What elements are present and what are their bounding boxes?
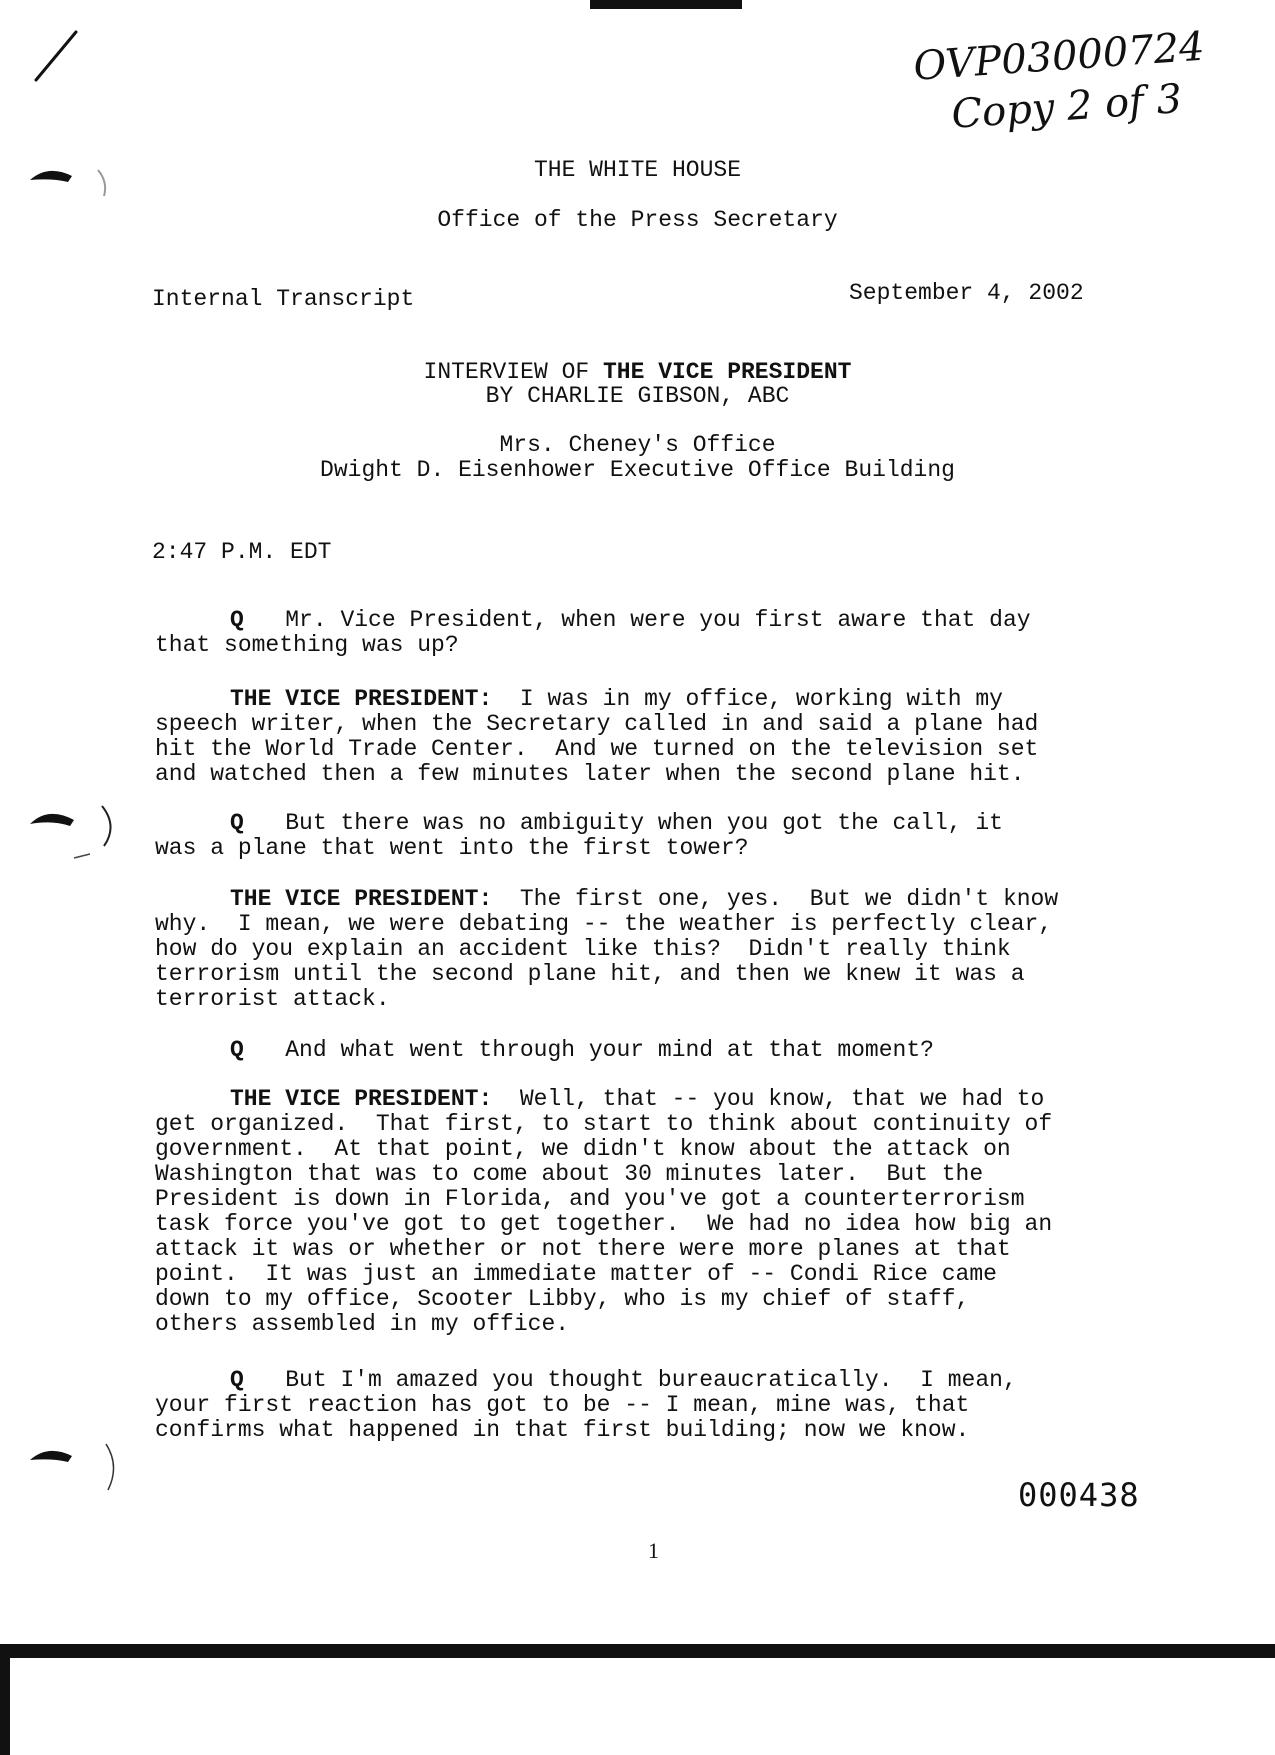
- transcript-text: I was in my office, working with my: [519, 686, 1003, 712]
- transcript-line: [155, 1418, 1017, 1443]
- interview-title-prefix: INTERVIEW OF: [423, 359, 603, 385]
- transcript-paragraph: [155, 1087, 1052, 1337]
- transcript-text: hit the World Trade Center. And we turned on the television set: [155, 736, 1039, 762]
- interview-byline: BY CHARLIE GIBSON, ABC: [485, 383, 790, 409]
- transcript-line: [155, 1087, 1052, 1112]
- interview-time: 2:47 P.M. EDT: [152, 539, 332, 565]
- transcript-text: Well, that -- you know, that we had to: [519, 1086, 1045, 1112]
- transcript-line: [155, 987, 1058, 1012]
- transcript-line: [155, 937, 1058, 962]
- transcript-text: point. It was just an immediate matter of -- Condi Rice came: [155, 1261, 997, 1287]
- location-building: Dwight D. Eisenhower Executive Office Building: [320, 457, 955, 483]
- transcript-line: [155, 1393, 1017, 1418]
- transcript-paragraph: [155, 608, 1031, 658]
- org-heading: THE WHITE HOUSE: [533, 157, 742, 183]
- transcript-line: [155, 1038, 934, 1063]
- transcript-line: [155, 1137, 1052, 1162]
- transcript-line: [155, 1212, 1052, 1237]
- binder-hole-icon: [28, 800, 118, 870]
- transcript-paragraph: [155, 1368, 1017, 1443]
- speaker-q: Q: [230, 1037, 244, 1063]
- transcript-text: others assembled in my office.: [155, 1311, 570, 1337]
- transcript-text: President is down in Florida, and you've got a counterterrorism: [155, 1186, 1025, 1212]
- transcript-line: [155, 836, 1003, 861]
- transcript-text: speech writer, when the Secretary called in and said a plane had: [155, 711, 1039, 737]
- transcript-text: attack it was or whether or not there were more planes at that: [155, 1236, 1011, 1262]
- transcript-text: down to my office, Scooter Libby, who is my chief of staff,: [155, 1286, 970, 1312]
- transcript-line: [155, 1187, 1052, 1212]
- handwritten-doc-id: OVP03000724: [912, 23, 1206, 90]
- scan-left-edge: [0, 1652, 10, 1755]
- transcript-line: [155, 1237, 1052, 1262]
- speaker-vice-president: THE VICE PRESIDENT:: [230, 886, 493, 912]
- transcript-line: [155, 1287, 1052, 1312]
- transcript-text: government. At that point, we didn't know about the attack on: [155, 1136, 1011, 1162]
- transcript-line: [155, 1312, 1052, 1337]
- interview-title: [0, 360, 1275, 385]
- document-date: September 4, 2002: [849, 280, 1084, 306]
- transcript-text: But there was no ambiguity when you got the call, it: [285, 810, 1003, 836]
- transcript-paragraph: [155, 811, 1003, 861]
- transcript-text: your first reaction has got to be -- I mean, mine was, that: [155, 1392, 970, 1418]
- transcript-text: was a plane that went into the first tower?: [155, 835, 749, 861]
- transcript-line: [155, 1112, 1052, 1137]
- transcript-text: and watched then a few minutes later when the second plane hit.: [155, 761, 1025, 787]
- transcript-line: [155, 687, 1038, 712]
- transcript-text: terrorism until the second plane hit, and then we knew it was a: [155, 961, 1025, 987]
- transcript-line: [155, 1162, 1052, 1187]
- transcript-text: terrorist attack.: [155, 986, 390, 1012]
- office-heading: Office of the Press Secretary: [437, 207, 838, 233]
- transcript-line: [155, 1262, 1052, 1287]
- transcript-paragraph: [155, 887, 1058, 1012]
- transcript-line: [155, 737, 1038, 762]
- speaker-vice-president: THE VICE PRESIDENT:: [230, 686, 493, 712]
- scan-bottom-bar: [0, 1644, 1275, 1658]
- transcript-text: get organized. That first, to start to think about continuity of: [155, 1111, 1053, 1137]
- page-number: 1: [648, 1538, 659, 1563]
- speaker-q: Q: [230, 607, 244, 633]
- scan-top-bar: [590, 0, 742, 9]
- transcript-text: confirms what happened in that first building; now we know.: [155, 1417, 970, 1443]
- transcript-line: [155, 811, 1003, 836]
- transcript-line: [155, 912, 1058, 937]
- transcript-paragraph: [155, 687, 1038, 787]
- handwritten-copy-note: Copy 2 of 3: [950, 75, 1184, 138]
- transcript-line: [155, 633, 1031, 658]
- speaker-q: Q: [230, 1367, 244, 1393]
- document-type: Internal Transcript: [152, 286, 415, 312]
- transcript-text: But I'm amazed you thought bureaucratically. I mean,: [285, 1367, 1017, 1393]
- transcript-line: [155, 887, 1058, 912]
- transcript-text: The first one, yes. But we didn't know: [519, 886, 1059, 912]
- transcript-text: why. I mean, we were debating -- the weather is perfectly clear,: [155, 911, 1053, 937]
- location-room: Mrs. Cheney's Office: [499, 432, 776, 458]
- transcript-line: [155, 762, 1038, 787]
- transcript-line: [155, 608, 1031, 633]
- transcript-line: [155, 1368, 1017, 1393]
- transcript-text: Washington that was to come about 30 minutes later. But the: [155, 1161, 984, 1187]
- transcript-line: [155, 712, 1038, 737]
- bates-number: 000438: [1018, 1476, 1140, 1514]
- transcript-text: that something was up?: [155, 632, 459, 658]
- slash-mark-icon: [28, 28, 88, 88]
- binder-hole-icon: [28, 1440, 118, 1510]
- interview-title-subject: THE VICE PRESIDENT: [602, 359, 852, 385]
- transcript-text: task force you've got to get together. We had no idea how big an: [155, 1211, 1053, 1237]
- transcript-text: And what went through your mind at that moment?: [285, 1037, 934, 1063]
- speaker-vice-president: THE VICE PRESIDENT:: [230, 1086, 493, 1112]
- speaker-q: Q: [230, 810, 244, 836]
- transcript-paragraph: [155, 1038, 934, 1063]
- transcript-line: [155, 962, 1058, 987]
- transcript-text: Mr. Vice President, when were you first aware that day: [285, 607, 1031, 633]
- transcript-text: how do you explain an accident like this? Didn't really think: [155, 936, 1011, 962]
